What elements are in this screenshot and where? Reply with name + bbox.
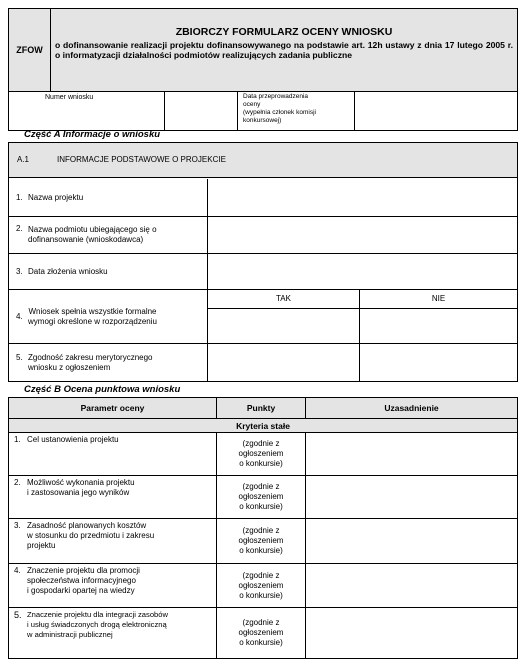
scope-compliance-yes-field[interactable] — [208, 344, 359, 381]
b-row-5-label: Znaczenie projektu dla integracji zasobów i usług świadczonych drogą elektroniczną w administracji publicznej — [27, 610, 168, 639]
a-row-4-label: Wniosek spełnia wszystkie formalne wymogi określone w rozporządzeniu — [28, 306, 157, 326]
a-row-5-label-cell: 5. Zgodność zakresu merytorycznego wniosku z ogłoszeniem — [16, 352, 153, 372]
applicant-name-field[interactable] — [208, 217, 517, 253]
evaluation-date-label: Data przeprowadzenia oceny (wypełnia członek komisji konkursowej) — [243, 93, 316, 124]
column-header-justification: Uzasadnienie — [384, 403, 439, 413]
b-row-1-points: (zgodnie z ogłoszeniem o konkursie) — [238, 439, 284, 468]
form-title-cell — [51, 9, 517, 91]
a-row-4-label-cell: 4. Wniosek spełnia wszystkie formalne wymogi określone w rozporządzeniu — [16, 306, 157, 326]
b-row-5-label-cell: 5. Znaczenie projektu dla integracji zasobów i usług świadczonych drogą elektroniczną w administracji publicznej — [14, 610, 215, 656]
part-b-heading: Część B Ocena punktowa wniosku — [24, 384, 181, 395]
b-row-2-label: Możliwość wykonania projektu i zastosowania jego wyników — [27, 478, 135, 497]
b-row-1-label-cell: 1. Cel ustanowienia projektu — [14, 435, 214, 473]
form-title: ZBIORCZY FORMULARZ OCENY WNIOSKU — [175, 26, 393, 38]
evaluation-date-field[interactable] — [355, 92, 517, 130]
a-row-3-label: Data złożenia wniosku — [28, 266, 108, 276]
b-row-3-points-cell — [217, 519, 305, 563]
b-row-3-label: Zasadność planowanych kosztów w stosunku do przedmiotu i zakresu projektu — [27, 521, 155, 550]
section-number: A.1 — [17, 155, 30, 164]
form-code-cell — [9, 9, 51, 91]
b-row-2-label-cell: 2. Możliwość wykonania projektu i zastosowania jego wyników — [14, 478, 214, 516]
project-name-field[interactable] — [208, 179, 517, 216]
section-title: INFORMACJE PODSTAWOWE O PROJEKCIE — [57, 155, 226, 164]
fixed-criteria-subheader: Kryteria stałe — [236, 420, 290, 431]
a-row-1-label-cell: 1. Nazwa projektu — [16, 192, 84, 202]
a-row-2-label: Nazwa podmiotu ubiegającego się o dofinansowanie (wnioskodawca) — [28, 225, 157, 244]
b-row-4-justification-field[interactable] — [306, 564, 517, 607]
b-row-1-label: Cel ustanowienia projektu — [27, 435, 119, 444]
b-row-4-label: Znaczenie projektu dla promocji społeczeństwa informacyjnego i gospodarki opartej na wiedzy — [27, 566, 140, 595]
yes-column-header: TAK — [276, 294, 291, 303]
column-header-points: Punkty — [246, 403, 276, 413]
b-row-1-points-cell — [217, 433, 305, 475]
b-row-3-justification-field[interactable] — [306, 519, 517, 563]
formal-requirements-no-field[interactable] — [360, 309, 517, 343]
b-row-5-points: (zgodnie z ogłoszeniem o konkursie) — [238, 618, 284, 647]
b-row-5-justification-field[interactable] — [306, 608, 517, 658]
b-row-2-justification-field[interactable] — [306, 476, 517, 518]
b-row-5-points-cell — [217, 608, 305, 658]
form-subtitle: o dofinansowanie realizacji projektu dofinansowywanego na podstawie art. 12h ustawy z dnia 17 lutego 2005 r. o informatyzacji działalności podmiotów realizujących zadania publiczne — [55, 40, 513, 60]
b-row-4-points: (zgodnie z ogłoszeniem o konkursie) — [238, 570, 284, 600]
b-row-1-justification-field[interactable] — [306, 433, 517, 475]
formal-requirements-yes-field[interactable] — [208, 309, 359, 343]
b-row-3-label-cell: 3. Zasadność planowanych kosztów w stosunku do przedmiotu i zakresu projektu — [14, 521, 214, 561]
b-row-2-points-cell — [217, 476, 305, 518]
a-row-3-label-cell: 3. Data złożenia wniosku — [16, 266, 108, 276]
submission-date-field[interactable] — [208, 254, 517, 289]
a-row-5-label: Zgodność zakresu merytorycznego wniosku z ogłoszeniem — [28, 352, 153, 372]
no-column-header: NIE — [431, 294, 446, 303]
b-row-4-label-cell: 4. Znaczenie projektu dla promocji społeczeństwa informacyjnego i gospodarki opartej na wiedzy — [14, 566, 214, 606]
a-row-2-label-cell: 2. Nazwa podmiotu ubiegającego się o dofinansowanie (wnioskodawca) — [16, 224, 157, 244]
form-code: ZFOW — [16, 45, 43, 55]
application-number-field[interactable] — [165, 92, 237, 130]
column-header-parameter: Parametr oceny — [80, 403, 145, 413]
scope-compliance-no-field[interactable] — [360, 344, 517, 381]
section-a1-header — [9, 143, 517, 178]
b-row-2-points: (zgodnie z ogłoszeniem o konkursie) — [238, 482, 284, 511]
part-a-heading: Część A Informacje o wniosku — [24, 129, 161, 140]
application-number-label: Numer wniosku — [45, 94, 94, 101]
a-row-1-label: Nazwa projektu — [28, 192, 84, 202]
b-row-3-points: (zgodnie z ogłoszeniem o konkursie) — [238, 526, 284, 555]
b-row-4-points-cell — [217, 564, 305, 607]
